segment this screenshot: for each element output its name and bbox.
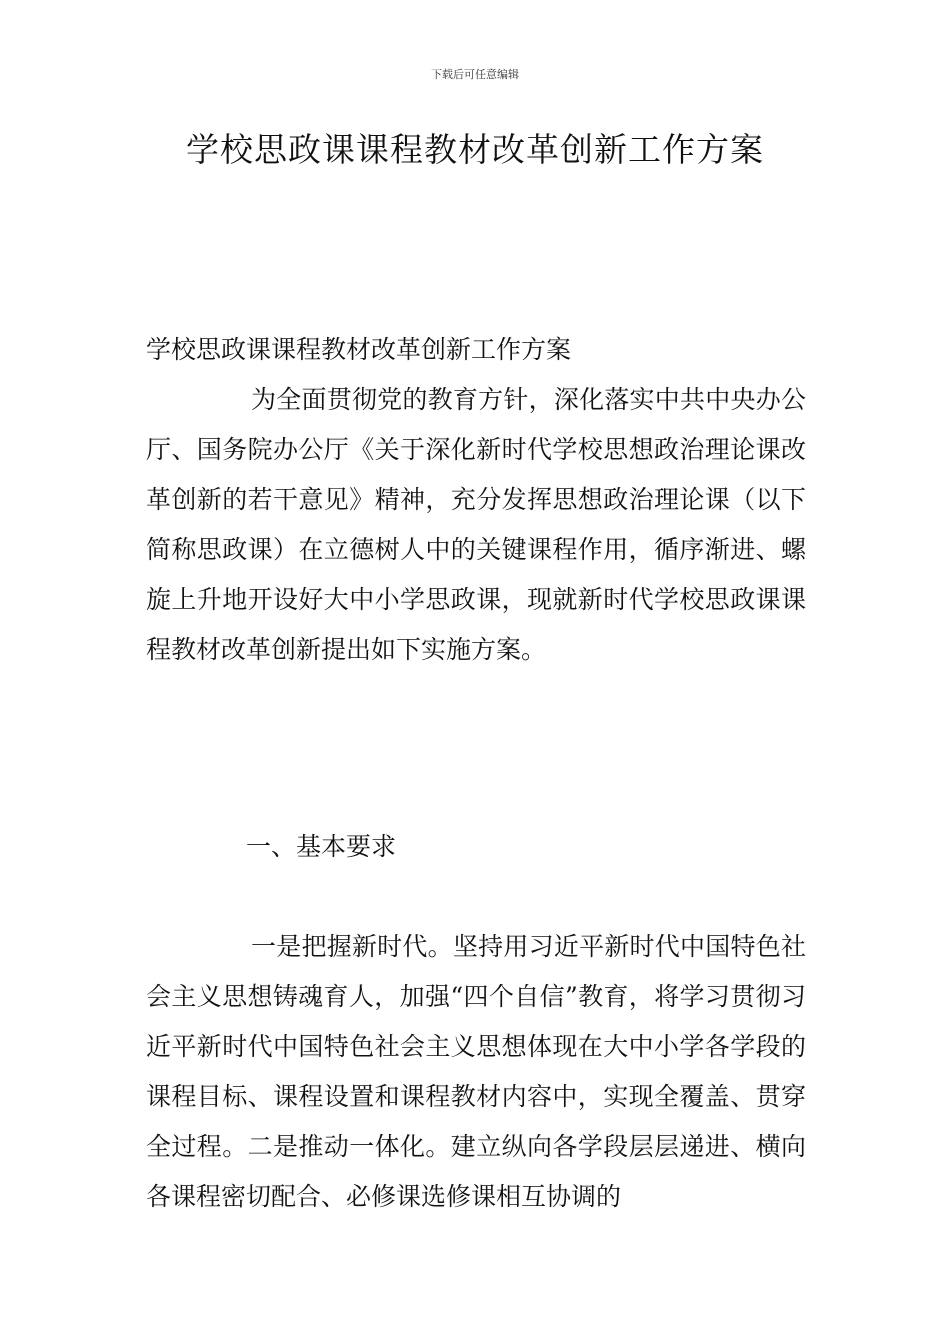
section-heading: 一、基本要求 (246, 832, 397, 861)
section-paragraph: 一是把握新时代。坚持用习近平新时代中国特色社会主义思想铸魂育人，加强“四个自信”教育，将学习贯彻习近平新时代中国特色社会主义思想体现在大中小学各学段的课程目标、课程设置和课程教材内容中，实现全覆盖、贯穿全过程。二是推动一体化。建立纵向各学段层层递进、横向各课程密切配合、必修课选修课相互协调的 (146, 932, 806, 1211)
intro-paragraph: 为全面贯彻党的教育方针，深化落实中共中央办公厅、国务院办公厅《关于深化新时代学校思想政治理论课改革创新的若干意见》精神，充分发挥思想政治理论课（以下简称思政课）在立德树人中的关键课程作用，循序渐进、螺旋上升地开设好大中小学思政课，现就新时代学校思政课课程教材改革创新提出如下实施方案。 (146, 385, 806, 664)
header-note: 下载后可任意编辑 (431, 68, 519, 81)
document-subtitle: 学校思政课课程教材改革创新工作方案 (146, 335, 572, 364)
document-title: 学校思政课课程教材改革创新工作方案 (186, 130, 764, 169)
